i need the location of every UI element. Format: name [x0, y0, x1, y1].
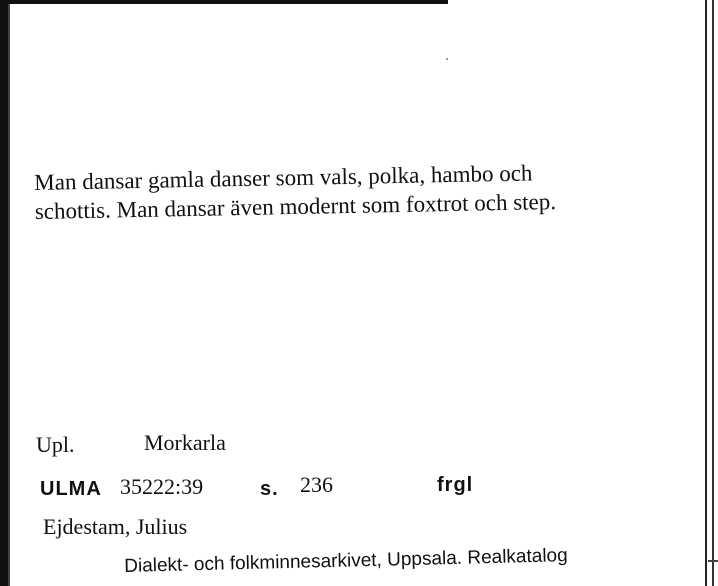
- collector-name: Ejdestam, Julius: [43, 514, 188, 539]
- page-prefix: s.: [260, 478, 279, 500]
- province: Upl.: [36, 432, 75, 457]
- card-corner-mark: [708, 560, 718, 562]
- body-line-1: Man dansar gamla danser som vals, polka, hambo och: [34, 160, 533, 195]
- page-number: 236: [300, 472, 333, 497]
- category-code: frgl: [437, 474, 474, 496]
- archive-footer: Dialekt- och folkminnesarkivet, Uppsala. Realkatalog: [124, 545, 568, 577]
- accession-number: 35222:39: [120, 474, 204, 499]
- card-right-edge: [705, 0, 707, 586]
- card-top-edge: [8, 0, 448, 4]
- card-left-edge: [0, 0, 8, 586]
- card-right-edge-outer: [712, 0, 714, 586]
- parish: Morkarla: [144, 430, 226, 455]
- scan-speck: [446, 58, 448, 60]
- card-body-text: [34, 156, 675, 226]
- card-left-edge-inner: [8, 4, 10, 586]
- body-line-2: schottis. Man dansar även modernt som foxtrot och step.: [34, 188, 557, 224]
- archive-code: ULMA: [40, 478, 102, 500]
